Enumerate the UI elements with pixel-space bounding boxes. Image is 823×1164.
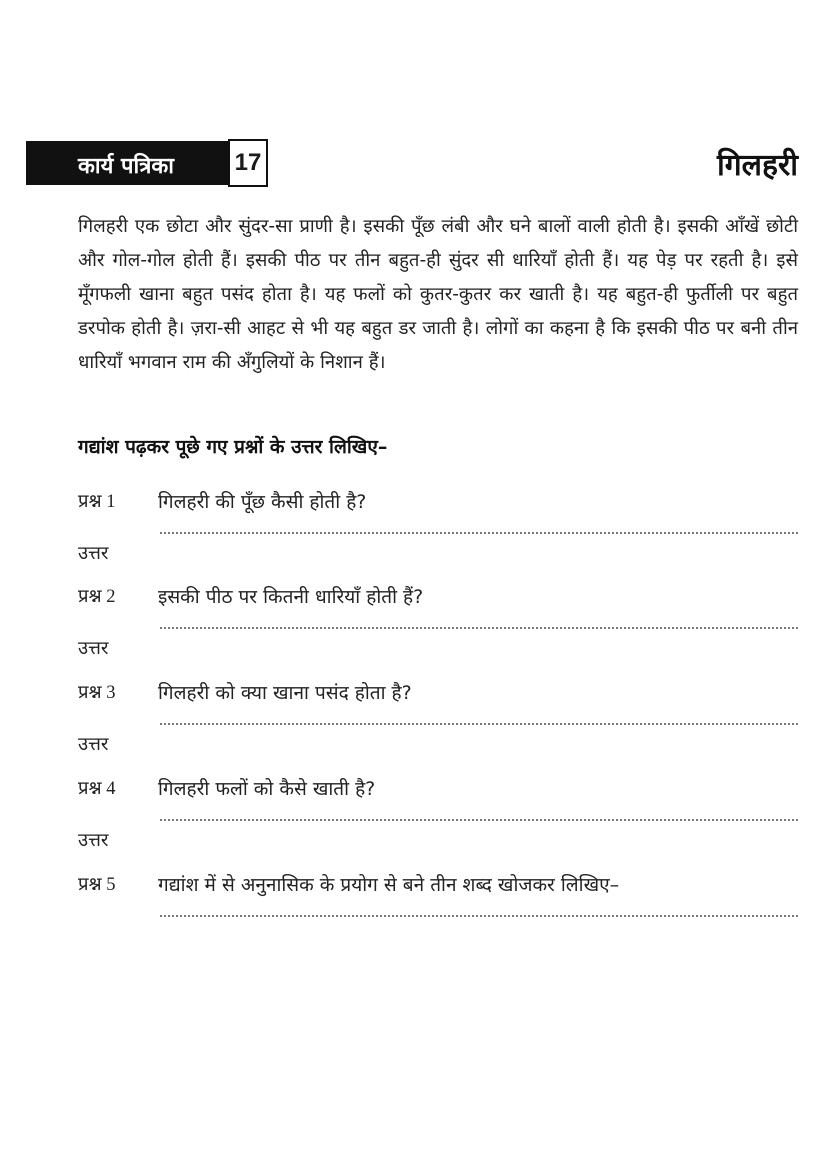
question-label: प्रश्न 5	[78, 875, 116, 895]
question-text: गिलहरी की पूँछ कैसी होती है?	[158, 491, 367, 513]
question-label: प्रश्न 2	[78, 587, 116, 607]
question-text: गिलहरी को क्या खाना पसंद होता है?	[158, 682, 412, 704]
answer-label: उत्तर	[78, 543, 109, 564]
question-text: गिलहरी फलों को कैसे खाती है?	[158, 778, 376, 800]
answer-line[interactable]	[160, 819, 798, 821]
instruction: गद्यांश पढ़कर पूछे गए प्रश्नों के उत्तर लिखिए–	[78, 436, 388, 458]
question-text: इसकी पीठ पर कितनी धारियाँ होती हैं?	[158, 586, 424, 608]
answer-line[interactable]	[160, 532, 798, 534]
question-block-5	[78, 871, 798, 967]
question-block-1	[78, 488, 798, 584]
question-label: प्रश्न 1	[78, 492, 116, 512]
reading-passage: गिलहरी एक छोटा और सुंदर-सा प्राणी है। इसकी पूँछ लंबी और घने बालों वाली होती है। इसकी आँखें छोटी और गोल-गोल होती हैं। इसकी पीठ पर तीन बहुत-ही सुंदर सी धारियाँ होती हैं। यह पेड़ पर रहती है। इसे मूँगफली खाना बहुत पसंद होता है। यह फलों को कुतर-कुतर कर खाती है। यह बहुत-ही फुर्तीली पर बहुत डरपोक होती है। ज़रा-सी आहट से भी यह बहुत डर जाती है। लोगों का कहना है कि इसकी पीठ पर बनी तीन धारियाँ भगवान राम की अँगुलियों के निशान हैं।	[78, 216, 798, 373]
answer-label: उत्तर	[78, 638, 109, 659]
question-block-2	[78, 583, 798, 679]
answer-label: उत्तर	[78, 734, 109, 755]
sheet-label: कार्य पत्रिका	[78, 154, 174, 179]
question-text: गद्यांश में से अनुनासिक के प्रयोग से बने तीन शब्द खोजकर लिखिए–	[158, 874, 620, 896]
worksheet-header	[26, 139, 798, 187]
answer-line[interactable]	[160, 915, 798, 917]
topic-title: गिलहरी	[717, 148, 798, 183]
sheet-number: 17	[228, 139, 268, 187]
question-label: प्रश्न 3	[78, 683, 116, 703]
answer-label: उत्तर	[78, 830, 109, 851]
sheet-label-bar	[26, 141, 228, 185]
question-block-4	[78, 775, 798, 871]
answer-line[interactable]	[160, 723, 798, 725]
question-label: प्रश्न 4	[78, 779, 116, 799]
answer-line[interactable]	[160, 627, 798, 629]
question-block-3	[78, 679, 798, 775]
